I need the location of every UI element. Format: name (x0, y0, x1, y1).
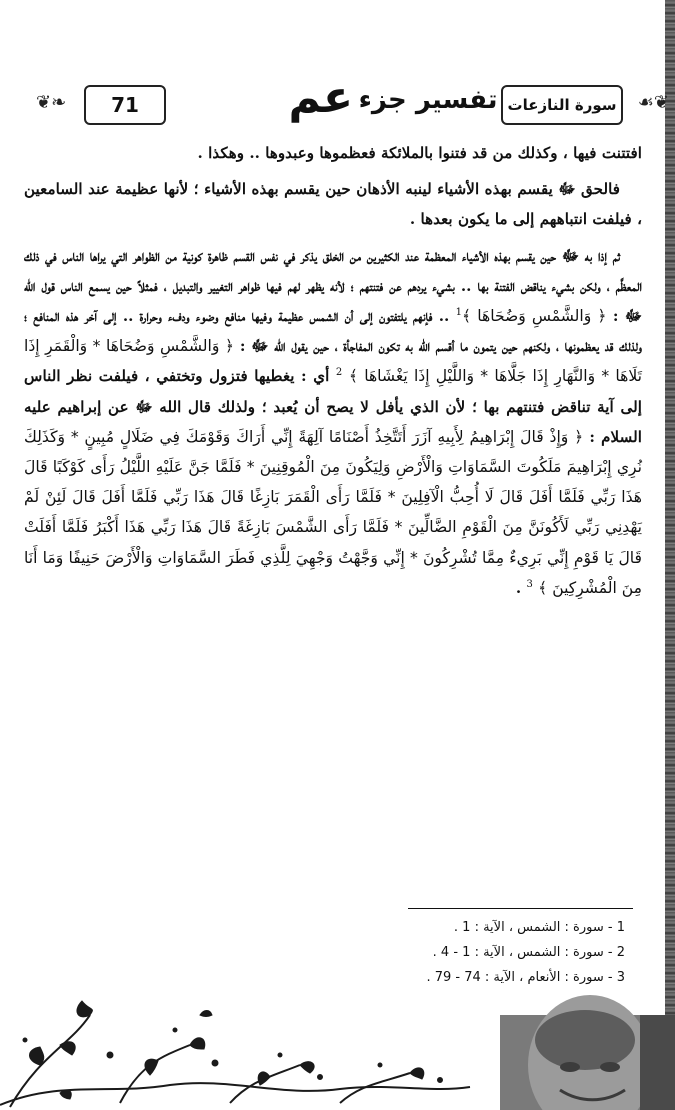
paragraph-3-part-a: ثم إذا به ﷻ حين يقسم بهذه الأشياء المعظمة عند الكثيرين من الخلق يذكر في نفس القسم ظاهرة كونية من الظواهر التي يراها الناس في ذلك المعظَّم ، ولكن بشيء يناقض الفتنة بها .. بشيء يردهم عن فتنتهم ؛ لأنه يظهر لهم فيها ظواهر التغيير والتبديل ، فمثلاً حين يسمع الناس قول الله ﷻ : (24, 246, 642, 326)
footnote-3: 3 - سورة : الأنعام ، الآية : 74 - 79 . (426, 970, 625, 985)
main-text (24, 138, 642, 609)
footnote-ref-1: 1 (455, 306, 463, 318)
header-ornament-right-icon: ☙❦ (637, 92, 669, 113)
footnote-divider (408, 908, 633, 909)
quran-verse-2: ﴿ وَالشَّمْسِ وَضُحَاهَا * وَالْقَمَرِ إِذَا تَلَاهَا * وَالنَّهَارِ إِذَا جَلَّاهَا * وَاللَّيْلِ إِذَا يَغْشَاهَا ﴾ (24, 337, 642, 386)
paragraph-1: افتتنت فيها ، وكذلك من قد فتنوا بالملائكة فعظموها وعبدوها .. وهكذا . (197, 144, 642, 162)
floral-footer-decoration (0, 985, 675, 1110)
footnote-ref-3: 3 (526, 578, 533, 590)
page-edge (665, 0, 675, 1110)
page-number: 71 (84, 85, 166, 125)
sura-name: سورة النازعات (501, 85, 623, 125)
paragraph-end: . (515, 578, 522, 597)
paragraph-3-part-b: .. فإنهم يلتفتون إلى أن الشمس عظيمة وفيها منافع وضوء ودفء وحرارة .. إلى آخر هذه المنافع ؛ ولذلك قد يعظمونها ، ولكنهم حين يتمون ما أقسم الله به تكون المفاجأة ، حين يقول الله ﷻ : (24, 307, 642, 356)
quran-verse-1: ﴿ وَالشَّمْسِ وَضُحَاهَا ﴾ (462, 307, 607, 326)
book-title (268, 72, 518, 123)
paragraph-3-part-c: أي : يغطيها فتزول وتختفي ، فيلفت نظر الناس إلى آية تناقض فتنتهم بها ؛ لأن الذي يأفل لا يصح أن يُعبد ؛ ولذلك قال الله ﷻ عن إبراهيم عليه السلام : (24, 367, 642, 446)
footnote-ref-2: 2 (335, 367, 343, 379)
footnotes (280, 915, 625, 990)
page-header (36, 72, 669, 130)
portrait-image (500, 995, 675, 1110)
footnote-1: 1 - سورة : الشمس ، الآية : 1 . (453, 920, 625, 935)
book-title-big: عم (288, 72, 353, 123)
book-title-text: تفسير جزء (358, 85, 498, 115)
quran-verse-3: ﴿ وَإِذْ قَالَ إِبْرَاهِيمُ لِأَبِيهِ آزَرَ أَتَتَّخِذُ أَصْنَامًا آلِهَةً إِنِّي أَرَاكَ وَقَوْمَكَ فِي ضَلَالٍ مُبِينٍ * وَكَذَلِكَ نُرِي إِبْرَاهِيمَ مَلَكُوتَ السَّمَاوَاتِ وَالْأَرْضِ وَلِيَكُونَ مِنَ الْمُوقِنِينَ * فَلَمَّا جَنَّ عَلَيْهِ اللَّيْلُ رَأَى كَوْكَبًا قَالَ هَذَا رَبِّي فَلَمَّا أَفَلَ قَالَ لَا أُحِبُّ الْآفِلِينَ * فَلَمَّا رَأَى الْقَمَرَ بَازِغًا قَالَ هَذَا رَبِّي فَلَمَّا أَفَلَ قَالَ لَئِنْ لَمْ يَهْدِنِي رَبِّي لَأَكُونَنَّ مِنَ الْقَوْمِ الضَّالِّينَ * فَلَمَّا رَأَى الشَّمْسَ بَازِغَةً قَالَ هَذَا رَبِّي هَذَا أَكْبَرُ فَلَمَّا أَفَلَتْ قَالَ يَا قَوْمِ إِنِّي بَرِيءٌ مِمَّا تُشْرِكُونَ * إِنِّي وَجَّهْتُ وَجْهِيَ لِلَّذِي فَطَرَ السَّمَاوَاتِ وَالْأَرْضَ حَنِيفًا وَمَا أَنَا مِنَ الْمُشْرِكِينَ ﴾ (24, 427, 642, 597)
paragraph-3 (24, 241, 642, 603)
paragraph-2: فالحق ﷻ يقسم بهذه الأشياء لينبه الأذهان حين يقسم بهذه الأشياء ؛ لأنها عظيمة عند السامعين ، فيلفت انتباههم إلى ما يكون بعدها . (24, 180, 642, 229)
footnote-2: 2 - سورة : الشمس ، الآية : 1 - 4 . (432, 945, 625, 960)
header-ornament-left-icon: ❦❧ (36, 92, 67, 113)
